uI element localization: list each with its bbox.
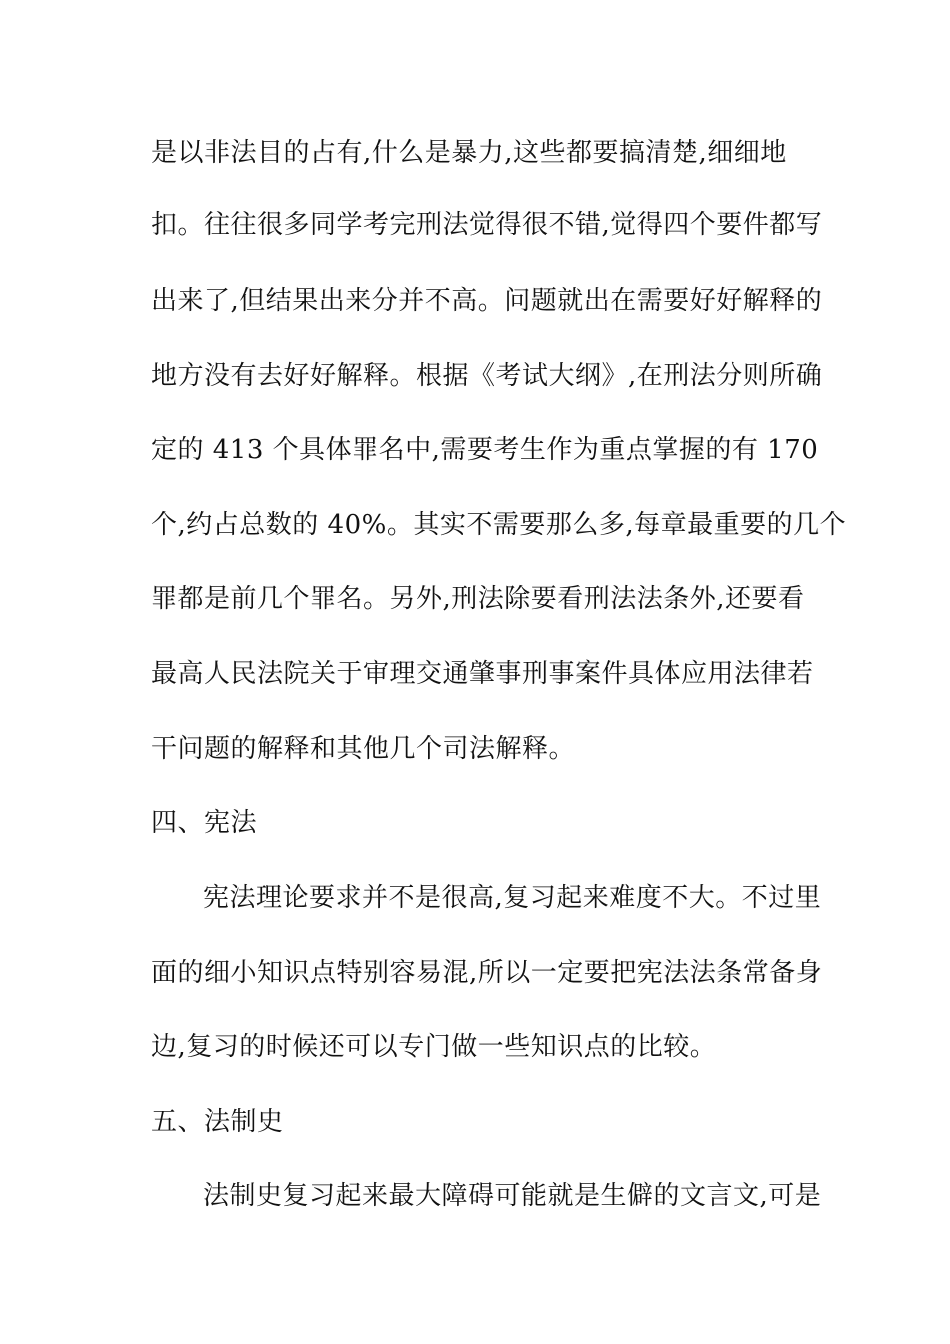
body-text-line: 是以非法目的占有,什么是暴力,这些都要搞清楚,细细地	[151, 138, 787, 168]
body-text-line: 罪都是前几个罪名。另外,刑法除要看刑法法条外,还要看	[151, 584, 805, 614]
body-text-line: 个,约占总数的 40%。其实不需要那么多,每章最重要的几个	[151, 510, 847, 540]
body-text-line: 法制史复习起来最大障碍可能就是生僻的文言文,可是	[203, 1181, 822, 1211]
body-text-line: 面的细小知识点特别容易混,所以一定要把宪法法条常备身	[151, 958, 823, 988]
section-heading: 五、法制史	[151, 1107, 284, 1137]
body-text-line: 宪法理论要求并不是很高,复习起来难度不大。不过里	[203, 883, 822, 913]
body-text-line: 干问题的解释和其他几个司法解释。	[151, 734, 576, 764]
section-heading: 四、宪法	[151, 808, 258, 838]
body-text-line: 边,复习的时候还可以专门做一些知识点的比较。	[151, 1032, 717, 1062]
body-text-line: 最高人民法院关于审理交通肇事刑事案件具体应用法律若	[151, 659, 814, 689]
body-text-line: 定的 413 个具体罪名中,需要考生作为重点掌握的有 170	[151, 435, 819, 465]
body-text-line: 地方没有去好好解释。根据《考试大纲》,在刑法分则所确	[151, 361, 823, 391]
body-text-line: 扣。往往很多同学考完刑法觉得很不错,觉得四个要件都写	[151, 210, 823, 240]
body-text-line: 出来了,但结果出来分并不高。问题就出在需要好好解释的	[151, 286, 823, 316]
